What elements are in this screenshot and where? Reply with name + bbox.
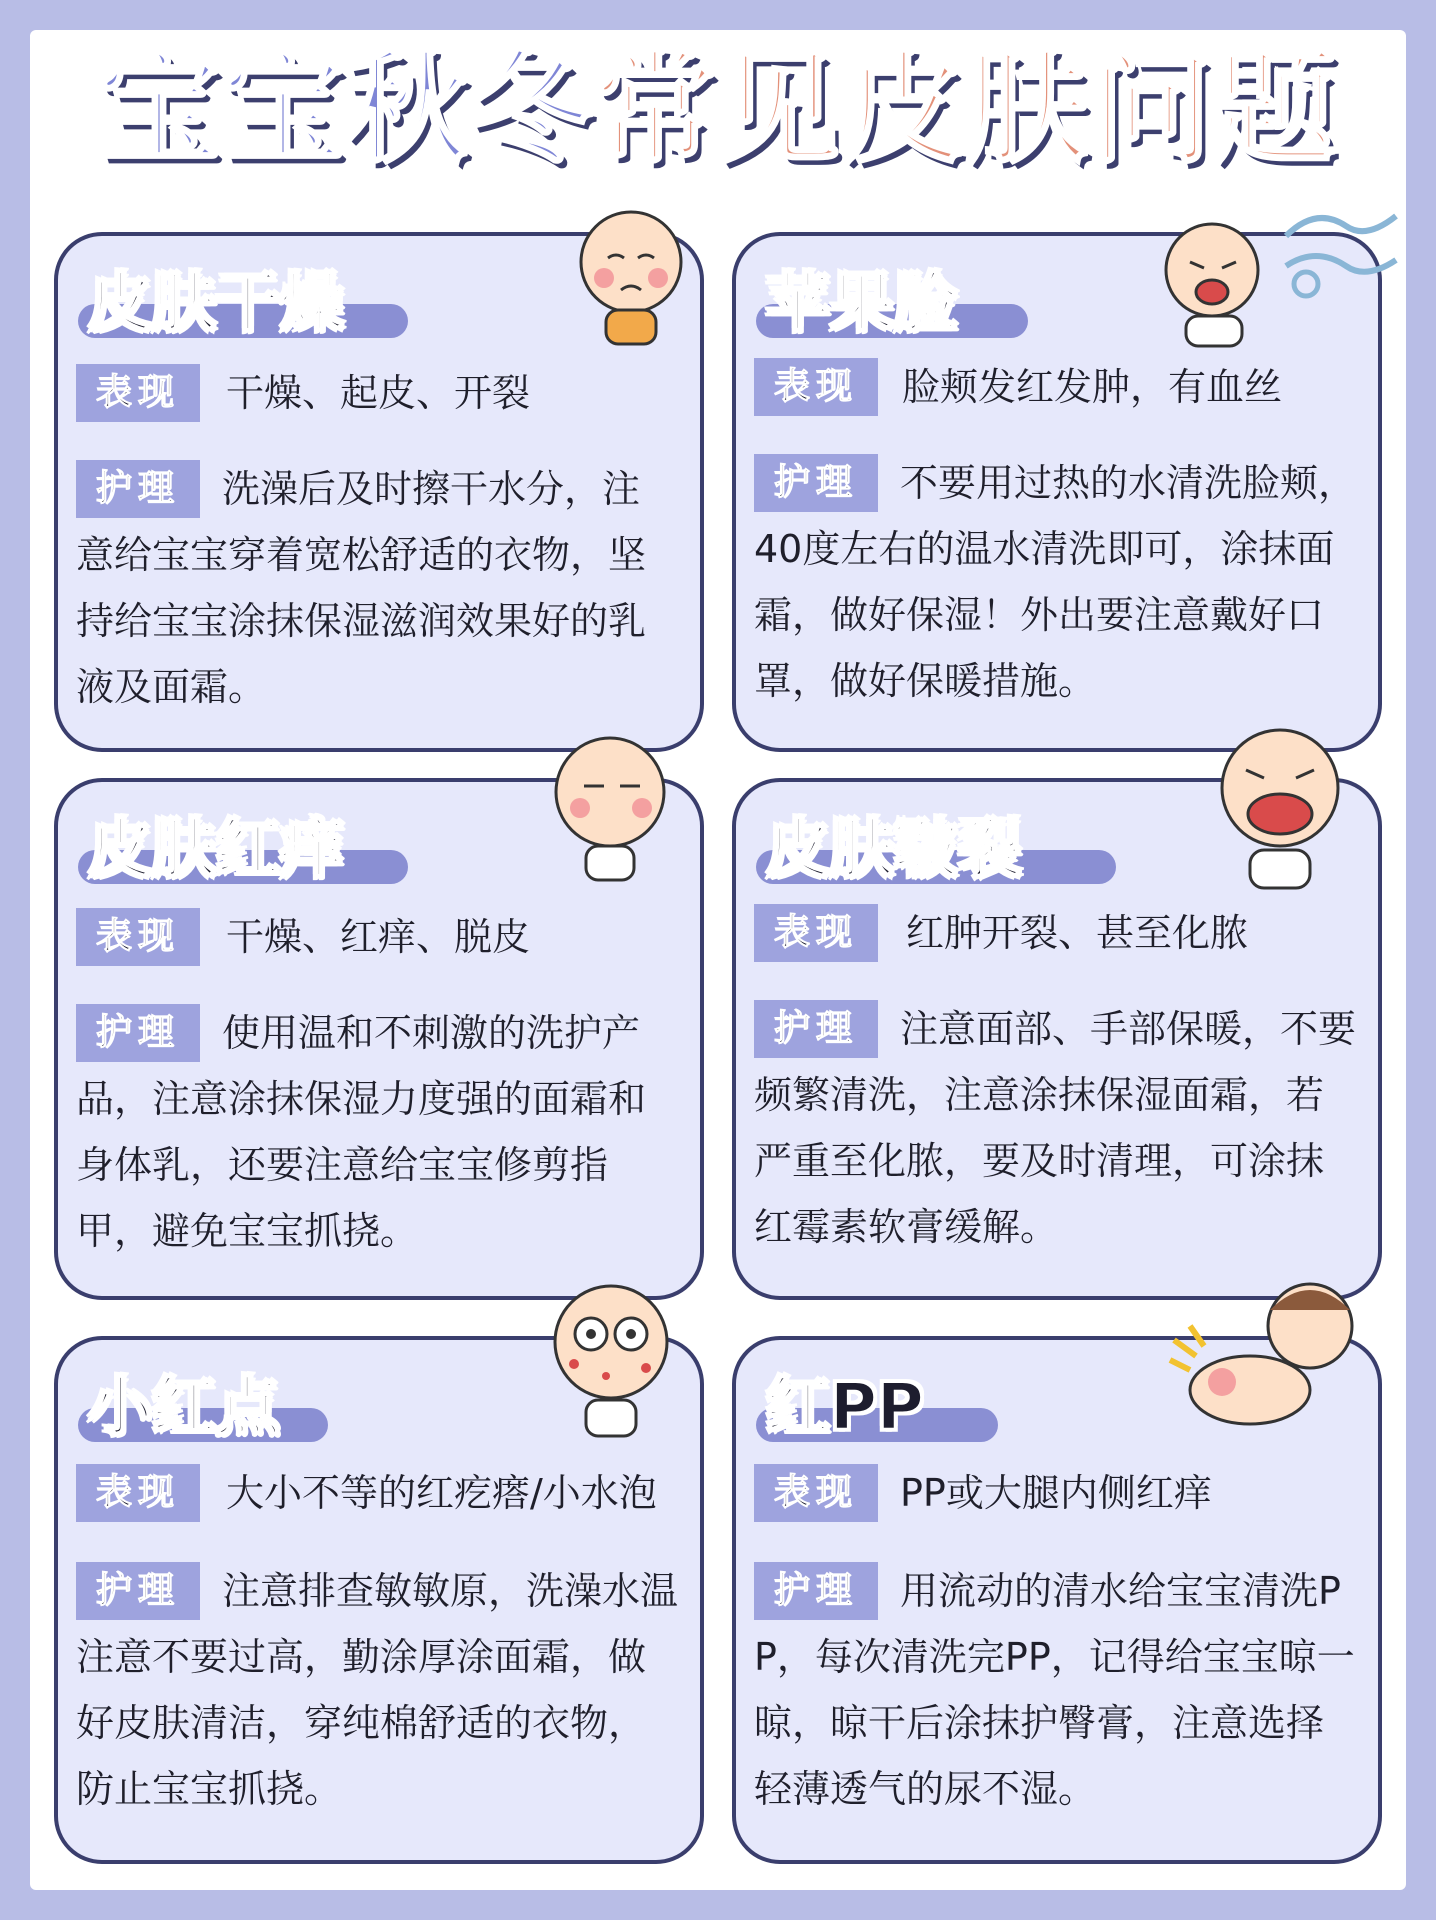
title-part-2: 常见皮肤问题	[594, 38, 1338, 180]
care-label: 护理	[754, 454, 878, 512]
symptom-text: PP或大腿内侧红痒	[900, 1471, 1212, 1515]
care-text: 洗澡后及时擦干水分，注意给宝宝穿着宽松舒适的衣物，坚持给宝宝涂抹保湿滋润效果好的乳液及面霜。	[76, 467, 647, 709]
care-text: 不要用过热的水清洗脸颊，40度左右的温水清洗即可，涂抹面霜，做好保湿！外出要注意戴好口罩，做好保暖措施。	[754, 461, 1357, 703]
card-apple-cheeks	[732, 232, 1382, 752]
care-label: 护理	[76, 460, 200, 518]
symptom-text: 干燥、起皮、开裂	[226, 371, 531, 415]
baby-chapped-skin-illustration	[1200, 718, 1360, 898]
care-text: 注意面部、手部保暖，不要频繁清洗，注意涂抹保湿面霜，若严重至化脓，要及时清理，可涂抹红霉素软膏缓解。	[754, 1007, 1357, 1249]
card-title: 红PP	[766, 1371, 924, 1445]
poster-title	[0, 34, 1436, 184]
baby-itchy-skin-illustration	[540, 730, 680, 890]
card-title: 皮肤皲裂	[766, 813, 1022, 887]
care-label: 护理	[754, 1000, 878, 1058]
symptom-label: 表现	[754, 358, 878, 416]
card-title: 苹果脸	[766, 267, 958, 341]
care-label: 护理	[76, 1562, 200, 1620]
symptom-label: 表现	[754, 1464, 878, 1522]
card-title: 皮肤红痒	[88, 813, 344, 887]
symptom-label: 表现	[754, 904, 878, 962]
care-text: 用流动的清水给宝宝清洗PP，每次清洗完PP，记得给宝宝晾一晾，晾干后涂抹护臀膏，注意选择轻薄透气的尿不湿。	[754, 1569, 1355, 1811]
baby-dry-skin-illustration	[566, 200, 696, 350]
symptom-text: 红肿开裂、甚至化脓	[906, 911, 1249, 955]
symptom-label: 表现	[76, 908, 200, 966]
symptom-text: 脸颊发红发肿，有血丝	[902, 365, 1283, 409]
care-text: 使用温和不刺激的洗护产品，注意涂抹保湿力度强的面霜和身体乳，还要注意给宝宝修剪指甲，避免宝宝抓挠。	[76, 1011, 647, 1253]
title-part-1: 宝宝秋冬	[98, 38, 594, 180]
card-title: 小红点	[88, 1371, 280, 1445]
symptom-label: 表现	[76, 364, 200, 422]
symptom-text: 大小不等的红疙瘩/小水泡	[226, 1471, 657, 1515]
baby-red-spots-illustration	[536, 1276, 686, 1446]
care-label: 护理	[76, 1004, 200, 1062]
card-title: 皮肤干燥	[88, 267, 344, 341]
wind-swirl-icon	[1276, 196, 1406, 306]
symptom-text: 干燥、红痒、脱皮	[226, 915, 531, 959]
baby-apple-cheeks-illustration	[1150, 212, 1280, 362]
baby-diaper-rash-illustration	[1160, 1270, 1370, 1440]
care-text: 注意排查敏敏原，洗澡水温注意不要过高，勤涂厚涂面霜，做好皮肤清洁，穿纯棉舒适的衣物，防止宝宝抓挠。	[76, 1569, 679, 1811]
symptom-label: 表现	[76, 1464, 200, 1522]
care-label: 护理	[754, 1562, 878, 1620]
